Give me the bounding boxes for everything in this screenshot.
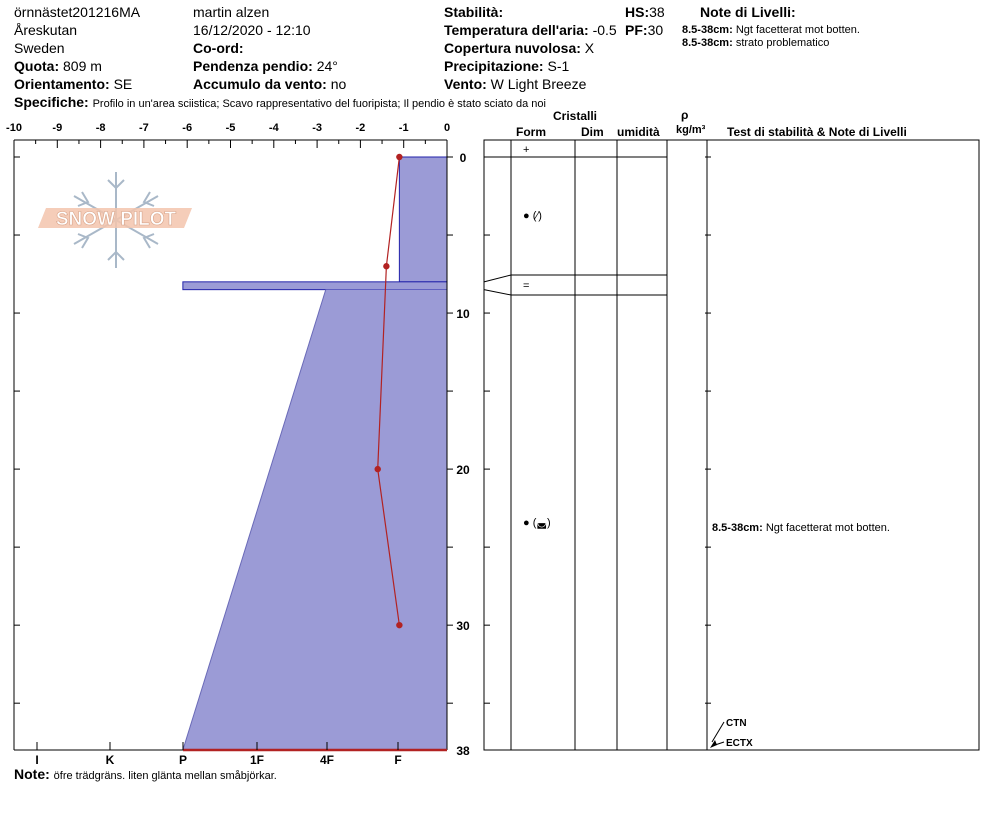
temperature-point [396, 622, 402, 628]
hardness-layer-1 [399, 157, 447, 282]
temp-tick-label: -10 [6, 122, 22, 134]
temperature-point [396, 154, 402, 160]
temp-tick-label: -2 [355, 122, 366, 134]
footer-note-label: Note: [14, 766, 50, 782]
layer-connector-1 [484, 275, 511, 282]
footer-note [14, 766, 277, 783]
layer-form-4: ● (◛) [523, 517, 551, 529]
temp-tick-label: -9 [52, 122, 63, 134]
header-form: Form [516, 125, 546, 139]
datetime: 16/12/2020 - 12:10 [193, 22, 311, 38]
temp-tick-label: -8 [95, 122, 106, 134]
hardness-tick-label: K [105, 753, 115, 767]
row-note [712, 522, 890, 535]
stability-label: Stabilità: [444, 4, 504, 20]
temp-tick-label: -3 [312, 122, 322, 134]
precip-value: S-1 [547, 58, 570, 74]
test-arrowhead [710, 740, 717, 748]
temp-tick-label: -5 [225, 122, 236, 134]
temperature-point [383, 263, 389, 269]
wind-label: Vento: [444, 76, 487, 92]
elevation-value: 809 m [63, 58, 102, 74]
header-density-unit: kg/m³ [676, 124, 706, 136]
observer: martin alzen [193, 4, 270, 20]
layer-form-2: ● (⁄) [523, 210, 542, 222]
layer-table [484, 140, 979, 750]
hardness-profile [183, 157, 447, 750]
temperature-point [375, 466, 381, 472]
header-size: Dim [581, 125, 604, 139]
depth-tick-label: 30 [456, 619, 470, 634]
temperature-axis [6, 122, 450, 148]
wind-value: W Light Breeze [490, 76, 587, 92]
pf-label: PF: [625, 22, 648, 38]
footer-note-value: öfre trädgräns. liten glänta mellan småbjörkar. [53, 770, 277, 782]
layer-form-1: + [523, 144, 530, 156]
logo-text: SNOW PILOT [55, 209, 177, 230]
header-rho: ρ [681, 108, 689, 122]
pf-value: 30 [647, 22, 664, 38]
test-label-ectx: ECTX [726, 738, 753, 749]
header-moisture: umidità [617, 125, 660, 139]
hs-label: HS: [625, 4, 650, 20]
temp-tick-label: 0 [443, 122, 451, 134]
temp-tick-label: -6 [182, 122, 193, 134]
precip-label: Precipitazione: [444, 58, 544, 74]
hardness-tick-label: F [394, 753, 402, 767]
specifics-label: Specifiche: [14, 94, 89, 110]
temp-tick-label: -7 [139, 122, 149, 134]
site-id: örnnästet201216MA [14, 4, 141, 20]
row-note-text: Ngt facetterat mot botten. [765, 522, 890, 534]
hardness-tick-label: P [178, 753, 188, 767]
layer-notes-title: Note di Livelli: [700, 4, 796, 20]
test-label-ctn: CTN [726, 718, 747, 729]
specifics-value: Profilo in un'area sciistica; Scavo rappresentativo del fuoripista; Il pendio è stato sciato da noi [92, 98, 546, 110]
layer-note-2-range: 8.5-38cm: [682, 37, 733, 49]
header-tests: Test di stabilità & Note di Livelli [727, 125, 907, 139]
elevation-label: Quota: [14, 58, 60, 74]
hardness-tick-label: 1F [249, 753, 265, 767]
wind-loading-label: Accumulo da vento: [193, 76, 327, 92]
coord-label: Co-ord: [193, 40, 244, 56]
air-temp-value: -0.5 [592, 22, 617, 38]
slope-label: Pendenza pendio: [193, 58, 313, 74]
country: Sweden [14, 40, 65, 56]
header-crystals: Cristalli [553, 109, 598, 123]
temp-tick-label: -1 [398, 122, 409, 134]
hardness-tick-label: 4F [319, 753, 335, 767]
depth-tick-label: 0 [459, 151, 467, 165]
hs-value: 38 [649, 4, 665, 20]
depth-tick-label: 10 [456, 307, 470, 322]
test-arrow-ctn [712, 722, 724, 742]
hardness-tick-label: I [35, 753, 39, 767]
row-note-range: 8.5-38cm: [712, 522, 763, 534]
cloud-value: X [584, 40, 595, 56]
temp-tick-label: -4 [268, 122, 279, 134]
aspect-value: SE [113, 76, 133, 92]
table-frame [484, 140, 979, 750]
hardness-layer-3 [183, 290, 447, 750]
cloud-label: Copertura nuvolosa: [444, 40, 581, 56]
hardness-layer-2 [183, 282, 447, 290]
depth-tick-label: 20 [456, 463, 470, 478]
depth-tick-label: 38 [456, 744, 470, 758]
layer-form-3: = [523, 280, 530, 292]
slope-value: 24° [316, 58, 338, 74]
air-temp-label: Temperatura dell'aria: [444, 22, 589, 38]
layer-connector-2 [484, 290, 511, 295]
location: Åreskutan [14, 22, 78, 38]
aspect-label: Orientamento: [14, 76, 110, 92]
layer-note-1-text: Ngt facetterat mot botten. [735, 24, 860, 36]
wind-loading-value: no [330, 76, 347, 92]
layer-note-1-range: 8.5-38cm: [682, 24, 733, 36]
layer-note-2-text: strato problematico [735, 37, 830, 49]
